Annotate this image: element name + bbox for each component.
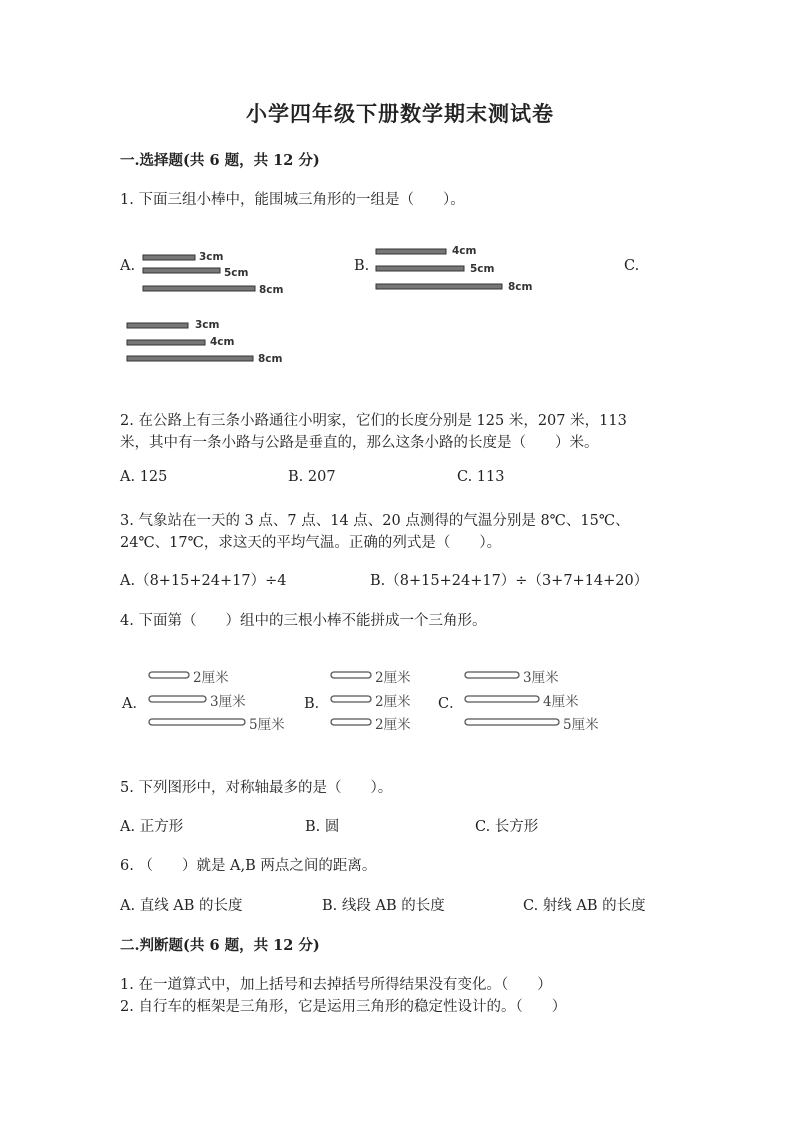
tube-c-label-2: 4厘米 [543,694,579,710]
q6-option-a: A. 直线 AB 的长度 [120,898,243,914]
tube-b-label-1: 2厘米 [375,670,411,686]
q5-option-b: B. 圆 [305,819,340,835]
q2-option-b: B. 207 [288,469,336,485]
question-2-line1: 2. 在公路上有三条小路通往小明家，它们的长度分别是 125 米，207 米，113 [120,413,627,429]
section2-heading: 二.判断题(共 6 题，共 12 分) [120,937,320,954]
q6-option-b: B. 线段 AB 的长度 [322,898,445,914]
rod-b-label-1: 4cm [452,245,477,257]
tube-b-1 [331,672,371,678]
q5-option-a: A. 正方形 [120,819,184,835]
tube-c-2 [465,696,539,702]
judge-question-2: 2. 自行车的框架是三角形，它是运用三角形的稳定性设计的。（ ） [120,999,567,1015]
q2-option-a: A. 125 [120,469,168,485]
tube-a-2 [149,696,206,702]
question-2-line2: 米，其中有一条小路与公路是垂直的，那么这条小路的长度是（ ）米。 [120,435,599,451]
tube-b-2 [331,696,371,702]
rod-c-label-3: 8cm [258,353,283,365]
tube-a-label-2: 3厘米 [210,694,246,710]
judge-question-1: 1. 在一道算式中，加上括号和去掉括号所得结果没有变化。（ ） [120,977,552,993]
q1-option-b-label: B. [354,258,370,274]
rod-b-label-2: 5cm [470,263,495,275]
tube-a-1 [149,672,189,678]
rod-a-label-3: 8cm [259,284,284,296]
q5-option-c: C. 长方形 [475,819,539,835]
rod-a-label-1: 3cm [199,251,224,263]
tube-c-label-1: 3厘米 [523,670,559,686]
tube-b-label-3: 2厘米 [375,717,411,733]
rod-b-label-3: 8cm [508,281,533,293]
tube-a-3 [149,719,245,725]
tube-a-label-3: 5厘米 [249,717,285,733]
tube-c-3 [465,719,559,725]
q4-option-b-label: B． [304,696,330,712]
tube-a-label-1: 2厘米 [193,670,229,686]
q4-option-c-label: C． [438,696,464,712]
question-1-text: 1. 下面三组小棒中，能围城三角形的一组是（ ）。 [120,192,465,208]
q3-option-b: B.（8+15+24+17）÷（3+7+14+20） [370,573,649,589]
rod-c-label-1: 3cm [195,319,220,331]
rod-c-label-2: 4cm [210,336,235,348]
question-3-line1: 3. 气象站在一天的 3 点、7 点、14 点、20 点测得的气温分别是 8℃、15℃、 [120,513,630,529]
q3-option-a: A.（8+15+24+17）÷4 [120,573,287,589]
q1-option-a-label: A. [120,258,136,274]
rod-a-label-2: 5cm [224,267,249,279]
tube-b-label-2: 2厘米 [375,694,411,710]
q4-option-a-label: A． [122,696,147,712]
q6-option-c: C. 射线 AB 的长度 [523,898,646,914]
tube-c-label-3: 5厘米 [563,717,599,733]
question-5-text: 5. 下列图形中，对称轴最多的是（ ）。 [120,780,393,796]
tube-b-3 [331,719,371,725]
q1-option-c-label: C. [624,258,640,274]
question-6-text: 6. （ ）就是 A,B 两点之间的距离。 [120,858,377,874]
question-3-line2: 24℃、17℃，求这天的平均气温。正确的列式是（ ）。 [120,535,502,551]
q2-option-c: C. 113 [457,469,505,485]
question-4-text: 4. 下面第（ ）组中的三根小棒不能拼成一个三角形。 [120,613,487,629]
section1-heading: 一.选择题(共 6 题，共 12 分) [120,152,320,169]
tube-c-1 [465,672,519,678]
page-title: 小学四年级下册数学期末测试卷 [246,101,554,126]
